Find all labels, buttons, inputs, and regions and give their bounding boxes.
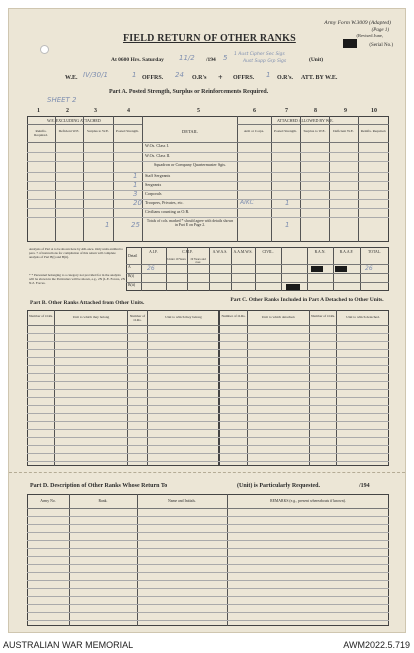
analysis-column-header: TOTAL.	[367, 250, 382, 254]
total-surplus-value: 1	[105, 221, 110, 229]
right-column-header: Reinfts. Required.	[360, 129, 387, 133]
part-d-row-rule	[27, 588, 389, 589]
analysis-row-rule	[126, 282, 389, 283]
part-d-divider	[69, 494, 70, 626]
detail-row-label: Troopers, Privates, etc.	[145, 200, 184, 205]
cmf-sub-header: Under 19 Years	[167, 257, 186, 261]
column-divider	[358, 116, 359, 242]
detail-header: DETAIL	[182, 129, 198, 134]
year-handwritten: 5	[223, 54, 228, 62]
analysis-column-header: A.A.M.W.S.	[233, 250, 253, 254]
attached-posted-value: 1	[285, 199, 290, 207]
part-bc-row-rule	[27, 357, 389, 358]
part-d-column-header: Army No.	[40, 499, 56, 503]
detail-row-label: W.Os. Class II.	[145, 153, 171, 158]
right-column-header: Surplus to W.E.	[303, 129, 326, 133]
column-divider	[271, 116, 272, 242]
row-rule	[27, 172, 389, 173]
part-b-unit-header: Unit to which they belong	[72, 315, 110, 319]
left-column-header: Posted Strength.	[116, 129, 139, 133]
part-d-row-rule	[27, 540, 389, 541]
header-rule	[237, 124, 389, 125]
part-d-row-rule	[27, 532, 389, 533]
row-rule	[27, 181, 389, 182]
part-bc-row-rule	[27, 333, 389, 334]
part-d-row-rule	[27, 524, 389, 525]
we-handwritten: IV/30/1	[83, 71, 108, 79]
analysis-column-header: A.W.A.S.	[212, 250, 228, 254]
part-a-title: Part A. Posted Strength, Surplus or Reinforcements Required.	[109, 89, 269, 95]
part-d-row-rule	[27, 612, 389, 613]
row-rule	[27, 208, 389, 209]
analysis-note: Analysis of Part A to be shown here by Alli-ance. Only units entitled to para. 7 of instructions for compilation of this return will complete analysis of Part B(i) and B(ii).	[29, 247, 123, 260]
part-d-year: /194	[359, 483, 370, 489]
detail-row-label: Squadron or Company Quartermaster Sgts.	[153, 162, 227, 167]
ors2-label: O.R's.	[277, 75, 294, 81]
column-number: 1	[37, 108, 40, 114]
at-time-label: At 0600 Hrs. Saturday	[111, 57, 164, 63]
part-b-unit-header-2: Unit to which they belong	[165, 315, 202, 319]
punch-hole	[40, 45, 49, 54]
analysis-row-rule	[126, 273, 389, 274]
posted-strength-value: 1	[133, 172, 138, 180]
analysis-column-header: CIVIL.	[262, 250, 274, 254]
part-b-number-header-2: Number of O.Rs.	[129, 314, 146, 323]
part-bc-row-rule	[27, 389, 389, 390]
att-label: ATT. BY W.E.	[301, 75, 338, 81]
row-rule	[27, 199, 389, 200]
column-divider	[142, 116, 143, 242]
part-bc-row-rule	[27, 429, 389, 430]
right-column-header: Posted Strength.	[274, 129, 297, 133]
ors-handwritten: 24	[175, 71, 184, 79]
part-bc-row-rule	[27, 365, 389, 366]
detail-row-label: Civilians counting as O.R.	[145, 209, 190, 214]
arm-corps-value: AIKC	[240, 199, 254, 206]
detail-row-label: Totals of cols. marked * should agree with details shown in Part E on Page 2.	[146, 219, 234, 228]
part-b-number-header: Number of O.Rs.	[28, 314, 54, 318]
right-column-header: Deficient W.E.	[333, 129, 354, 133]
analysis-aif-value: 26	[147, 265, 155, 272]
row-rule	[27, 190, 389, 191]
column-number: 7	[285, 108, 288, 114]
plus-sign: +	[218, 73, 223, 82]
header-rule	[27, 124, 142, 125]
part-d-table	[27, 494, 389, 626]
page-title: FIELD RETURN OF OTHER RANKS	[123, 33, 296, 44]
offrs-handwritten: 1	[132, 71, 137, 79]
archive-footer	[0, 637, 414, 653]
we-label: W.E.	[65, 75, 78, 81]
part-d-row-rule	[27, 564, 389, 565]
form-page-number: (Page 1)	[371, 28, 389, 33]
analysis-row-label: Detail	[128, 254, 138, 258]
part-c-title: Part C. Other Ranks Included in Part A Detached to Other Units.	[230, 297, 384, 303]
column-number: 9	[344, 108, 347, 114]
part-d-divider	[137, 494, 138, 626]
analysis-column-header: C.M.F.	[182, 250, 193, 254]
analysis-total-value: 26	[365, 265, 373, 272]
unit-label: (Unit)	[309, 57, 324, 63]
part-bc-row-rule	[27, 405, 389, 406]
part-bc-row-rule	[27, 461, 389, 462]
analysis-column-header: R.A.A.F.	[339, 250, 354, 254]
attached-total-value: 1	[285, 221, 290, 229]
left-column-header: Reinfts. Required.	[34, 129, 48, 138]
column-number: 10	[371, 108, 377, 114]
footer-source: AUSTRALIAN WAR MEMORIAL	[3, 640, 134, 650]
posted-strength-value: 1	[133, 181, 138, 189]
cmf-sub-header: 19 Years and over.	[190, 257, 206, 265]
part-bc-row-rule	[27, 373, 389, 374]
analysis-note-2: * * Personnel belonging to a category not provided for in the analysis will be shown in the Particulars will be shown, e.g., 2N (L.E. Forces, 2N N.Z. Forces.	[29, 273, 125, 286]
detail-row-label: Corporals	[145, 191, 162, 196]
unit-handwritten: 1 Aust Cipher Sec Sigs	[234, 52, 285, 57]
year-label: /194	[206, 57, 216, 63]
part-d-divider	[227, 494, 228, 626]
part-d-column-header: REMARKS (e.g., present whereabouts if known).	[270, 499, 346, 503]
column-divider	[237, 116, 238, 242]
column-divider	[300, 116, 301, 242]
ink-block	[311, 266, 323, 272]
column-number: 2	[66, 108, 69, 114]
serial-value-box	[343, 39, 357, 48]
serial-label: (Serial No.)	[369, 43, 393, 48]
column-number: 3	[94, 108, 97, 114]
part-c-unit-header-2: Unit to which detached.	[346, 315, 380, 319]
left-column-header: Deficient W.E.	[58, 129, 80, 133]
offrs2-label: OFFRS.	[233, 75, 255, 81]
fold-line	[9, 472, 405, 473]
part-d-row-rule	[27, 516, 389, 517]
part-d-row-rule	[27, 572, 389, 573]
offrs-label: OFFRS.	[142, 75, 164, 81]
part-c-number-header: Number of O.Rs.	[221, 314, 246, 318]
unit-handwritten-2: Aust Supp Grp Sigs	[243, 59, 287, 64]
part-d-column-header: Rank.	[98, 499, 108, 503]
row-rule	[27, 152, 389, 153]
ink-block	[286, 284, 300, 290]
header-bottom-rule	[27, 142, 389, 143]
part-b-title: Part B. Other Ranks Attached from Other Units.	[30, 300, 145, 306]
part-bc-row-rule	[27, 413, 389, 414]
part-d-row-rule	[27, 604, 389, 605]
left-column-header: Surplus to W.E.	[87, 129, 109, 133]
column-number: 6	[253, 108, 256, 114]
analysis-header-rule	[126, 264, 389, 265]
posted-strength-value: 3	[133, 190, 138, 198]
column-divider	[55, 116, 56, 242]
detail-row-label: W.Os. Class I.	[145, 143, 169, 148]
detail-row-label: Sergeants	[145, 182, 162, 187]
part-bc-header-rule	[27, 325, 389, 326]
column-divider	[329, 116, 330, 242]
ors2-handwritten: 1	[266, 71, 271, 79]
row-rule	[27, 217, 389, 218]
part-bc-row-rule	[27, 397, 389, 398]
part-d-header-rule	[27, 508, 389, 509]
part-bc-row-rule	[27, 421, 389, 422]
part-d-row-rule	[27, 580, 389, 581]
analysis-divider	[281, 247, 282, 291]
we-excluding-attached-header: W.E. EXCLUDING ATTACHED	[47, 118, 101, 123]
part-d-title-2: (Unit) is Particularly Requested.	[237, 483, 320, 489]
part-d-column-header: Name and Initials.	[168, 499, 196, 503]
column-divider	[113, 116, 114, 242]
form-revision: (Revised June,	[356, 33, 383, 38]
part-d-row-rule	[27, 548, 389, 549]
date-handwritten: 11/2	[179, 54, 195, 62]
part-c-number-header-2: Number of O.Rs.	[310, 314, 336, 318]
part-d-row-rule	[27, 620, 389, 621]
total-posted-value: 25	[131, 221, 140, 229]
detail-row-label: Staff Sergeants	[145, 173, 171, 178]
analysis-column-header: A.I.F.	[149, 250, 158, 254]
part-d-row-rule	[27, 596, 389, 597]
column-number: 5	[197, 108, 200, 114]
sheet-handwritten: SHEET 2	[47, 96, 77, 104]
ors-label: O.R's	[192, 75, 207, 81]
analysis-column-header: R.A.N.	[314, 250, 326, 254]
part-bc-row-rule	[27, 453, 389, 454]
right-column-header: Arm or Corps.	[243, 129, 265, 133]
attached-allowed-header: ATTACHED ALLOWED BY W.E.	[277, 118, 334, 123]
footer-accession: AWM2022.5.719	[343, 640, 410, 650]
part-bc-row-rule	[27, 381, 389, 382]
part-bc-row-rule	[27, 445, 389, 446]
form-number: Army Form W.3009 (Adapted)	[324, 20, 391, 26]
part-bc-row-rule	[27, 341, 389, 342]
ink-block	[335, 266, 347, 272]
part-d-row-rule	[27, 556, 389, 557]
posted-strength-value: 20	[133, 199, 142, 207]
analysis-row-label: A	[128, 265, 131, 269]
part-bc-row-rule	[27, 349, 389, 350]
column-number: 4	[127, 108, 130, 114]
form-page	[8, 8, 406, 633]
column-number: 8	[314, 108, 317, 114]
analysis-row-label: B(i)	[128, 274, 135, 278]
part-d-title: Part D. Description of Other Ranks Whose Return To	[30, 483, 168, 489]
analysis-row-label: B(ii)	[128, 283, 136, 287]
part-bc-row-rule	[27, 437, 389, 438]
column-divider	[83, 116, 84, 242]
part-c-unit-header: Unit to which detached.	[261, 315, 296, 319]
